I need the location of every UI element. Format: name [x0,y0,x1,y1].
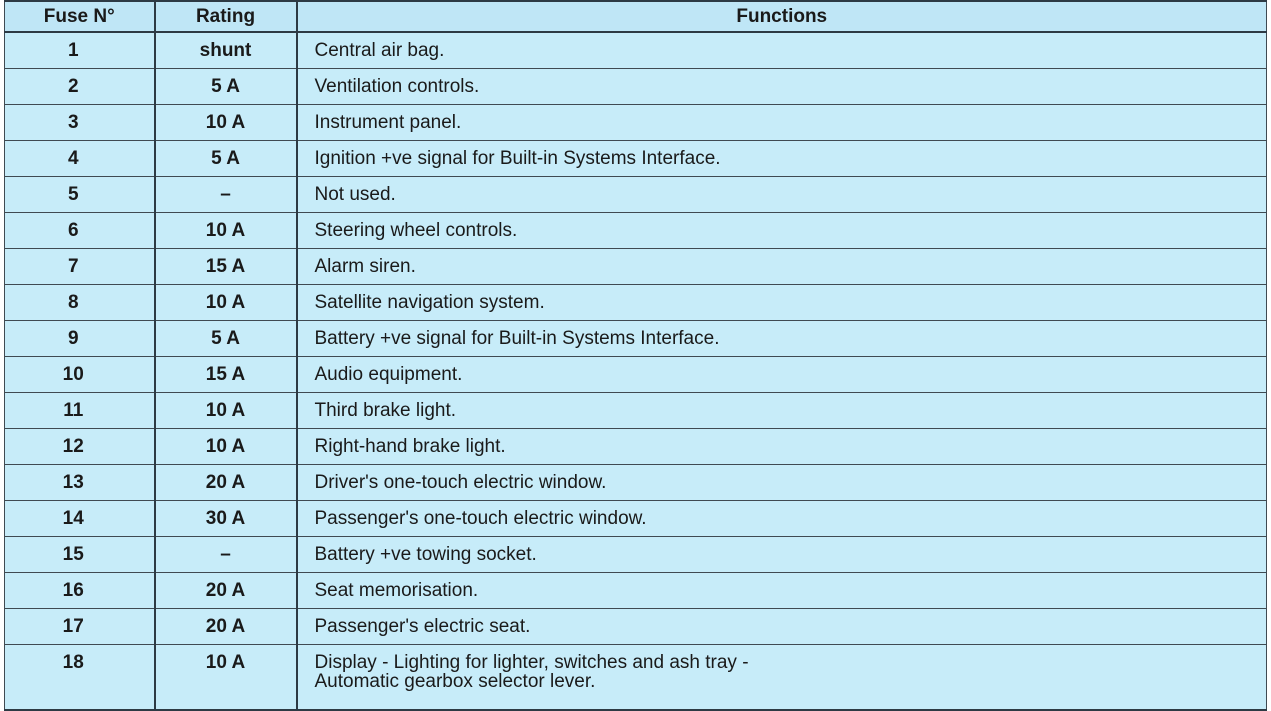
fuse-number-cell: 3 [5,105,155,141]
fuse-number-cell: 11 [5,393,155,429]
function-cell [297,645,1267,711]
fuse-number-cell: 7 [5,249,155,285]
function-cell: Third brake light. [297,393,1267,429]
function-cell: Instrument panel. [297,105,1267,141]
table-row [5,573,1267,609]
rating-cell: 5 A [155,321,297,357]
rating-cell: 20 A [155,609,297,645]
function-cell: Battery +ve towing socket. [297,537,1267,573]
function-cell: Ventilation controls. [297,69,1267,105]
table-row [5,465,1267,501]
table-row [5,537,1267,573]
function-line: Display - Lighting for lighter, switches and ash tray - [314,652,749,673]
table-row [5,501,1267,537]
table-row [5,249,1267,285]
table-row [5,69,1267,105]
fuse-number-cell: 14 [5,501,155,537]
fuse-table [4,0,1267,711]
table-row [5,177,1267,213]
function-cell: Satellite navigation system. [297,285,1267,321]
function-line: Automatic gearbox selector lever. [314,671,596,692]
fuse-number-cell: 1 [5,32,155,69]
function-cell: Right-hand brake light. [297,429,1267,465]
rating-cell: 20 A [155,465,297,501]
rating-cell: shunt [155,32,297,69]
header-functions: Functions [297,1,1267,32]
table-row [5,609,1267,645]
fuse-number-cell: 4 [5,141,155,177]
function-cell: Alarm siren. [297,249,1267,285]
fuse-number-cell: 2 [5,69,155,105]
fuse-number-cell: 10 [5,357,155,393]
function-cell: Audio equipment. [297,357,1267,393]
rating-cell: – [155,177,297,213]
function-cell: Driver's one-touch electric window. [297,465,1267,501]
table-header-row [5,1,1267,32]
table-row [5,105,1267,141]
table-row [5,645,1267,711]
header-rating: Rating [155,1,297,32]
table-row [5,429,1267,465]
table-row [5,357,1267,393]
function-cell: Seat memorisation. [297,573,1267,609]
table-row [5,393,1267,429]
rating-cell: 15 A [155,249,297,285]
function-cell: Ignition +ve signal for Built-in Systems Interface. [297,141,1267,177]
fuse-number-cell: 17 [5,609,155,645]
function-cell: Not used. [297,177,1267,213]
rating-cell: 5 A [155,69,297,105]
fuse-number-cell: 9 [5,321,155,357]
rating-cell: 10 A [155,429,297,465]
rating-cell: 15 A [155,357,297,393]
rating-cell: 10 A [155,105,297,141]
function-cell: Steering wheel controls. [297,213,1267,249]
table-row [5,321,1267,357]
rating-cell: 20 A [155,573,297,609]
fuse-number-cell: 12 [5,429,155,465]
rating-cell: 5 A [155,141,297,177]
rating-cell: – [155,537,297,573]
fuse-number-cell: 8 [5,285,155,321]
fuse-number-cell: 18 [5,645,155,711]
function-cell: Passenger's one-touch electric window. [297,501,1267,537]
fuse-table-container [4,0,1266,709]
fuse-number-cell: 6 [5,213,155,249]
fuse-number-cell: 16 [5,573,155,609]
rating-cell: 30 A [155,501,297,537]
rating-cell: 10 A [155,393,297,429]
rating-cell: 10 A [155,213,297,249]
function-cell: Passenger's electric seat. [297,609,1267,645]
table-row [5,32,1267,69]
table-body [5,32,1267,710]
fuse-number-cell: 13 [5,465,155,501]
table-row [5,213,1267,249]
function-cell: Central air bag. [297,32,1267,69]
rating-cell: 10 A [155,285,297,321]
table-row [5,141,1267,177]
function-cell: Battery +ve signal for Built-in Systems Interface. [297,321,1267,357]
rating-cell: 10 A [155,645,297,711]
table-row [5,285,1267,321]
fuse-number-cell: 15 [5,537,155,573]
fuse-number-cell: 5 [5,177,155,213]
header-fuse-number: Fuse N° [5,1,155,32]
